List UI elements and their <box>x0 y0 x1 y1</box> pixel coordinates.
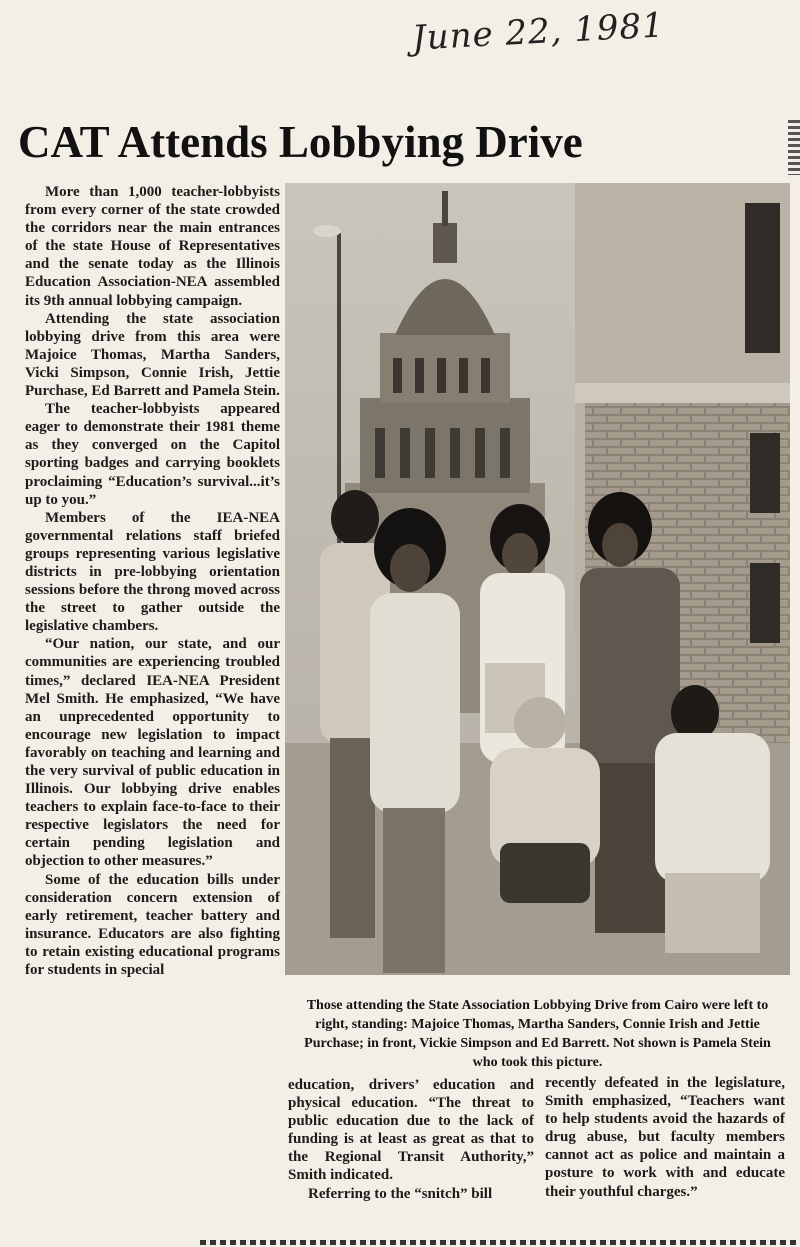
clipping-edge-mark <box>788 120 800 175</box>
clipping-bottom-edge <box>200 1240 800 1245</box>
paragraph: education, drivers’ education and physical education. “The threat to public education due to the lack of funding is at least as great as that to the Regional Transit Authority,” Smith indicated. <box>288 1077 534 1184</box>
article-column-3 <box>545 1074 785 1201</box>
paragraph: “Our nation, our state, and our communities are experiencing troubled times,” declared IEA-NEA President Mel Smith. He emphasized, “We have an unprecedented opportunity to encourage new legislation to impact favorably on teaching and learning and the very survival of public education in Illinois. Our lobbying drive enables teachers to explain face-to-face to their respective legislators the need for certain pending legislation and objection to other measures.” <box>25 636 280 870</box>
capitol-group-photo <box>285 183 790 975</box>
paragraph: recently defeated in the legislature, Smith emphasized, “Teachers want to help students avoid the hazards of drug abuse, but faculty members cannot act as police and maintain a posture to work with and educate their youthful charges.” <box>545 1075 785 1200</box>
paragraph: Referring to the “snitch” bill <box>308 1185 493 1202</box>
paragraph: Attending the state association lobbying drive from this area were Majoice Thomas, Martha Sanders, Vicki Simpson, Connie Irish, Jettie Purchase, Ed Barrett and Pamela Stein. <box>25 310 280 400</box>
headline: CAT Attends Lobbying Drive <box>18 117 583 167</box>
paragraph: Members of the IEA-NEA governmental relations staff briefed groups representing various legislative districts in pre-lobbying orientation sessions before the throng moved across the street to gather outside the legislative chambers. <box>25 509 280 635</box>
paragraph: More than 1,000 teacher-lobbyists from every corner of the state crowded the corridors near the main entrances of the state House of Representatives and the senate today as the Illinois Education Association-NEA assembled its 9th annual lobbying campaign. <box>25 184 280 309</box>
paragraph: The teacher-lobbyists appeared eager to demonstrate their 1981 theme as they converged on the Capitol sporting badges and carrying booklets proclaiming “Education’s survival...it’s up to you.” <box>25 401 280 508</box>
article-column-2 <box>288 1076 534 1203</box>
photo-caption: Those attending the State Association Lobbying Drive from Cairo were left to right, standing: Majoice Thomas, Martha Sanders, Connie Irish and Jettie Purchase; in front, Vickie Simpson and Ed Barrett. Not shown is Pamela Stein who took this picture. <box>304 998 771 1070</box>
handwritten-date: June 22, 1981 <box>411 5 666 59</box>
article-column-1 <box>25 183 280 979</box>
paragraph: Some of the education bills under consideration concern extension of early retirement, teacher battery and insurance. Educators are also fighting to retain existing educational programs for students in special <box>25 871 280 979</box>
